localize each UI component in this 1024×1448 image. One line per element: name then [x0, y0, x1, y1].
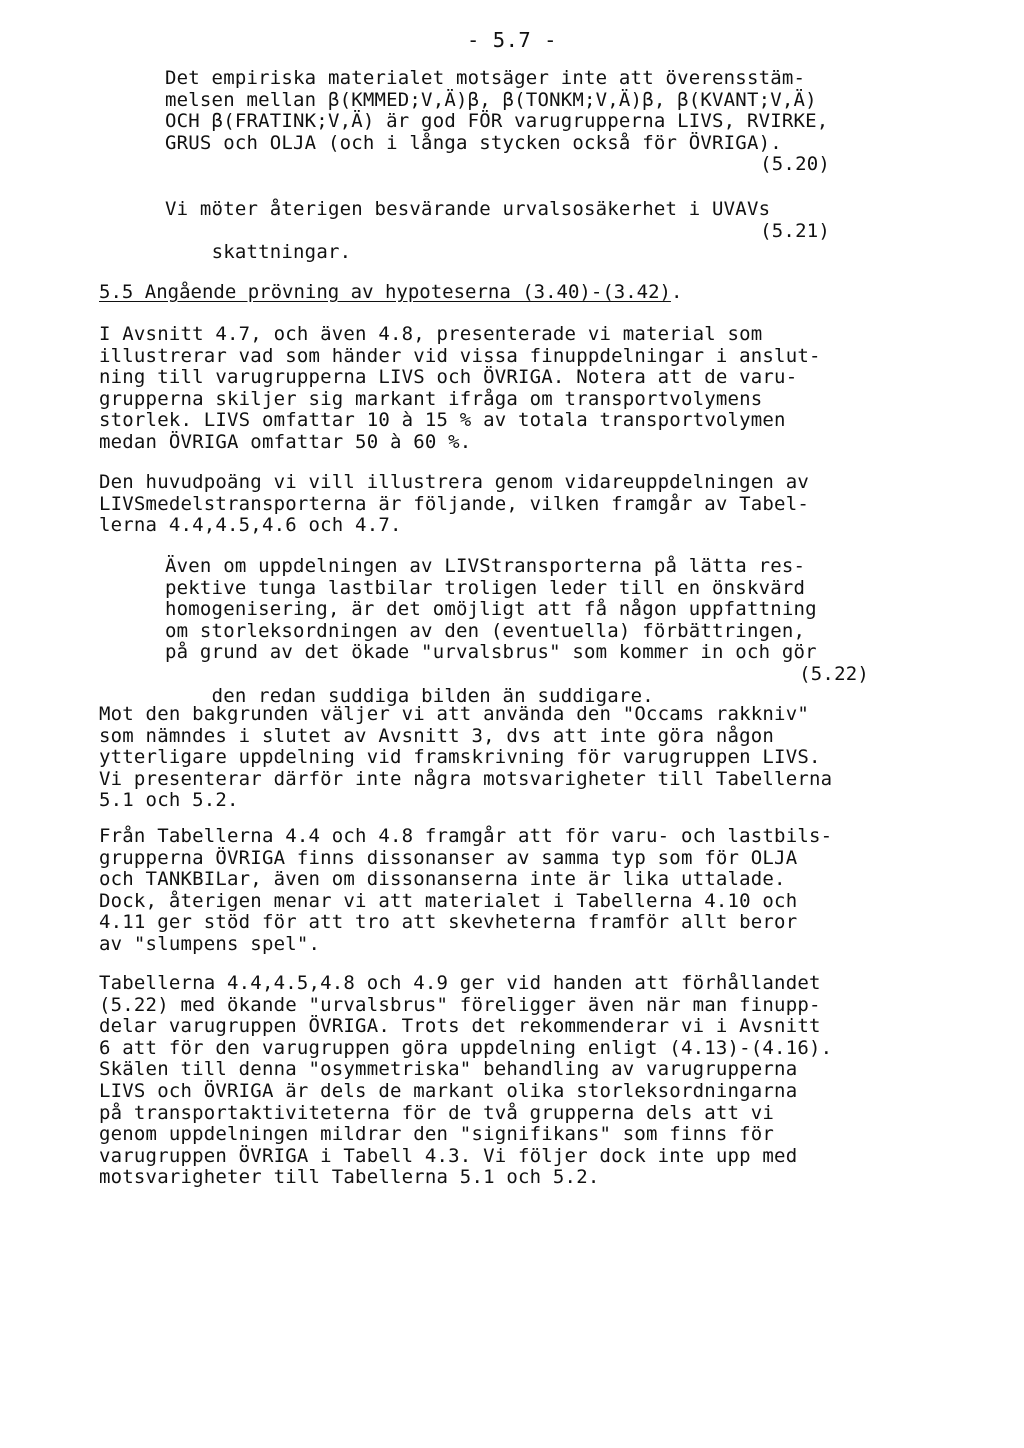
paragraph-line: Mot den bakgrunden väljer vi att använda den "Occams rakkniv": [99, 703, 809, 725]
paragraph-line: lerna 4.4,4.5,4.6 och 4.7.: [99, 514, 402, 537]
paragraph-line: GRUS och OLJA (och i långa stycken också för ÖVRIGA).: [165, 131, 782, 154]
paragraph-line: skattningar.: [211, 241, 352, 264]
paragraph-1: [165, 68, 830, 176]
paragraph-line: pektive tunga lastbilar troligen leder till en önskvärd: [165, 576, 806, 599]
section-heading-text: 5.5 Angående prövning av hypoteserna (3.40)-(3.42): [99, 281, 671, 303]
paragraph-line: motsvarigheter till Tabellerna 5.1 och 5.2.: [99, 1166, 600, 1189]
paragraph-line: grupperna ÖVRIGA finns dissonanser av samma typ som för OLJA: [99, 846, 798, 869]
paragraph-line: Från Tabellerna 4.4 och 4.8 framgår att för varu- och lastbils-: [99, 825, 833, 847]
section-heading-period: .: [670, 281, 683, 303]
paragraph-3: [99, 324, 899, 454]
paragraph-4: [99, 472, 899, 537]
paragraph-8: [99, 973, 899, 1189]
paragraph-line-with-equation: [165, 219, 830, 264]
paragraph-line: LIVS och ÖVRIGA är dels de markant olika storleksordningarna: [99, 1079, 798, 1102]
paragraph-line: delar varugruppen ÖVRIGA. Trots det rekommenderar vi i Avsnitt: [99, 1015, 821, 1038]
paragraph-line: 6 att för den varugruppen göra uppdelning enligt (4.13)-(4.16).: [99, 1036, 833, 1059]
paragraph-line: och TANKBILar, även om dissonanserna inte är lika uttalade.: [99, 868, 786, 891]
paragraph-line: homogenisering, är det omöjligt att få någon uppfattning: [165, 598, 817, 621]
section-heading: [99, 282, 682, 304]
paragraph-line: Vi möter återigen besvärande urvalsosäkerhet i UVAVs: [165, 198, 771, 220]
paragraph-line: ning till varugrupperna LIVS och ÖVRIGA. Notera att de varu-: [99, 366, 798, 389]
paragraph-line: av "slumpens spel".: [99, 932, 321, 955]
paragraph-line-with-equation: [165, 662, 869, 707]
paragraph-line: Dock, återigen menar vi att materialet i Tabellerna 4.10 och: [99, 889, 798, 912]
paragraph-line: den redan suddiga bilden än suddigare.: [211, 684, 654, 707]
paragraph-line: grupperna skiljer sig markant ifråga om transportvolymens: [99, 387, 763, 410]
paragraph-line: Vi presenterar därför inte några motsvarigheter till Tabellerna: [99, 767, 833, 790]
paragraph-line: melsen mellan β(KMMED;V,Ä)β, β(TONKM;V,Ä)β, β(KVANT;V,Ä): [165, 88, 817, 111]
paragraph-6: [99, 704, 899, 812]
paragraph-line: på transportaktiviteterna för de två grupperna dels att vi: [99, 1101, 775, 1124]
paragraph-5: [165, 555, 869, 707]
paragraph-line: storlek. LIVS omfattar 10 à 15 % av totala transportvolymen: [99, 409, 786, 432]
paragraph-7: [99, 826, 899, 956]
paragraph-2: [165, 198, 830, 264]
paragraph-line: på grund av det ökade "urvalsbrus" som kommer in och gör: [165, 641, 817, 664]
paragraph-line: 4.11 ger stöd för att tro att skevheterna framför allt beror: [99, 911, 798, 934]
paragraph-line: 5.1 och 5.2.: [99, 789, 239, 812]
paragraph-line: varugruppen ÖVRIGA i Tabell 4.3. Vi följer dock inte upp med: [99, 1144, 798, 1167]
paragraph-line: illustrerar vad som händer vid vissa finuppdelningar i anslut-: [99, 344, 821, 367]
paragraph-line: I Avsnitt 4.7, och även 4.8, presenterade vi material som: [99, 323, 763, 345]
paragraph-line: Det empiriska materialet motsäger inte att överensstäm-: [165, 67, 806, 89]
paragraph-line: genom uppdelningen mildrar den "signifikans" som finns för: [99, 1123, 775, 1146]
equation-number: (5.21): [760, 219, 830, 242]
paragraph-line: om storleksordningen av den (eventuella) förbättringen,: [165, 619, 806, 642]
paragraph-line: som nämndes i slutet av Avsnitt 3, dvs att inte göra någon: [99, 724, 775, 747]
paragraph-line: medan ÖVRIGA omfattar 50 à 60 %.: [99, 430, 472, 453]
equation-number: (5.22): [799, 662, 869, 685]
paragraph-line: Även om uppdelningen av LIVStransporterna på lätta res-: [165, 555, 806, 577]
paragraph-line: OCH β(FRATINK;V,Ä) är god FÖR varugrupperna LIVS, RVIRKE,: [165, 110, 829, 133]
paragraph-line: Skälen till denna "osymmetriska" behandling av varugrupperna: [99, 1058, 798, 1081]
page-number: - 5.7 -: [467, 28, 557, 52]
paragraph-line: Tabellerna 4.4,4.5,4.8 och 4.9 ger vid handen att förhållandet: [99, 972, 821, 994]
paragraph-line: (5.22) med ökande "urvalsbrus" föreligger även när man finupp-: [99, 993, 821, 1016]
equation-number: (5.20): [760, 153, 830, 176]
paragraph-line: LIVSmedelstransporterna är följande, vilken framgår av Tabel-: [99, 492, 809, 515]
paragraph-line: ytterligare uppdelning vid framskrivning för varugruppen LIVS.: [99, 746, 821, 769]
paragraph-line: Den huvudpoäng vi vill illustrera genom vidareuppdelningen av: [99, 471, 809, 493]
